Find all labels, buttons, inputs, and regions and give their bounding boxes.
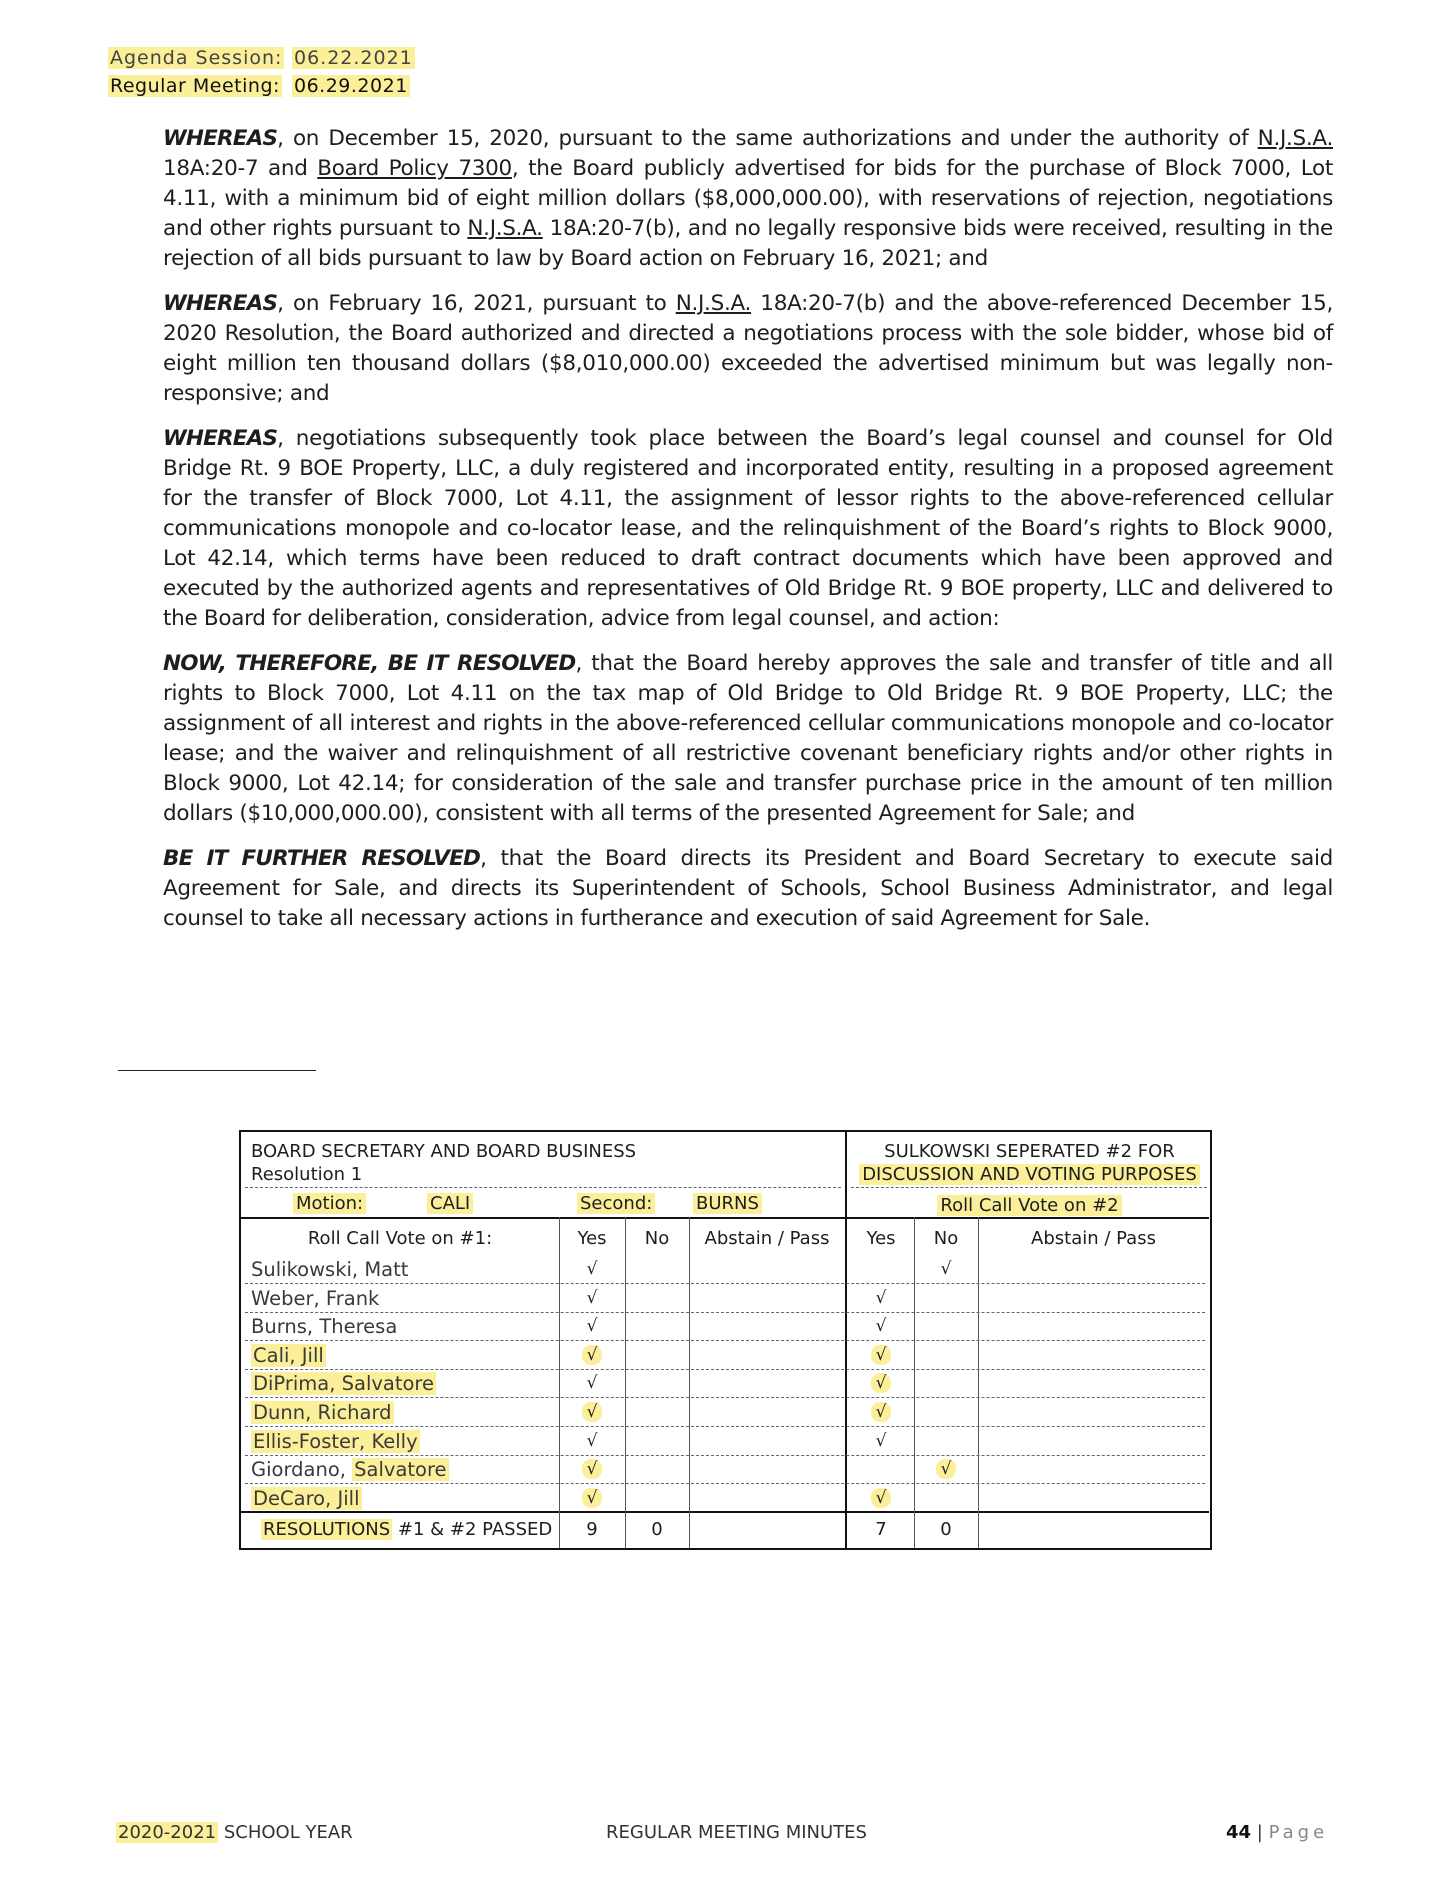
agenda-session-row: [108, 44, 415, 72]
roll-call-vote-table: [239, 1130, 1212, 1550]
row-divider: [245, 1455, 1205, 1456]
header-bottom-rule: [241, 1217, 1209, 1219]
motion-label: Motion:: [293, 1193, 366, 1214]
row-divider: [245, 1397, 1205, 1398]
vote-check-mark: √: [582, 1402, 602, 1422]
member-name-text: DiPrima, Salvatore: [253, 1372, 435, 1396]
vote-check-mark: √: [871, 1402, 891, 1422]
member-name: [251, 1401, 394, 1424]
table-right-title: SULKOWSKI SEPERATED #2 FOR: [884, 1141, 1175, 1162]
regular-meeting-label: Regular Meeting:: [110, 75, 280, 97]
member-name: [251, 1258, 408, 1281]
member-name-text: Weber, Frank: [251, 1286, 380, 1310]
result-no-2: 0: [940, 1519, 952, 1540]
row-divider: [245, 1483, 1205, 1484]
footnote-rule: [118, 1070, 316, 1071]
member-name: [251, 1287, 379, 1310]
header-divider: [245, 1187, 841, 1188]
vote-check-mark: √: [936, 1459, 956, 1479]
vote-check-mark: √: [871, 1488, 891, 1508]
member-name: [251, 1372, 436, 1395]
member-name-text: Burns, Theresa: [251, 1315, 398, 1339]
vote-check-mark: √: [586, 1259, 598, 1279]
result-no-1: 0: [651, 1519, 663, 1540]
member-name: [251, 1315, 397, 1338]
agenda-session-date: 06.22.2021: [294, 47, 413, 69]
row-divider: [245, 1369, 1205, 1370]
vote-check-mark: √: [940, 1259, 952, 1279]
vote-check-mark: √: [582, 1459, 602, 1479]
col-yes: Yes: [577, 1228, 607, 1249]
footer-school-year: 2020-2021 SCHOOL YEAR: [118, 1822, 353, 1843]
header-divider: [851, 1187, 1207, 1188]
vote-check-mark: √: [875, 1430, 887, 1451]
right-roll-call-wrap: [848, 1195, 1211, 1216]
vote-check-mark: √: [586, 1316, 598, 1337]
result-yes-1: 9: [586, 1519, 598, 1540]
regular-meeting-date: 06.29.2021: [294, 75, 408, 97]
vote-check-mark: √: [586, 1287, 598, 1308]
member-name-text: Ellis-Foster, Kelly: [253, 1429, 418, 1453]
vote-check-mark: √: [586, 1430, 598, 1451]
table-left-title: BOARD SECRETARY AND BOARD BUSINESS: [251, 1141, 637, 1162]
col-no-2: No: [933, 1228, 959, 1249]
member-name: [251, 1458, 449, 1481]
footer-title: REGULAR MEETING MINUTES: [606, 1822, 867, 1843]
col-line: [689, 1217, 690, 1548]
table-left-subtitle: Resolution 1: [251, 1164, 363, 1185]
result-label: RESOLUTIONS #1 & #2 PASSED: [263, 1519, 553, 1540]
resolved-paragraph: NOW, THEREFORE, BE IT RESOLVED, that the Board hereby approves the sale and transfer of title and all rights to Block 7000, Lot 4.11 on the tax map of Old Bridge to Old Bridge Rt. 9 BOE Property, LLC; the assignment of all interest and rights in the above-referenced cellular communications monopole and co-locator lease; and the waiver and relinquishment of all restrictive covenant beneficiary rights and/or other rights in Block 9000, Lot 42.14; for consideration of the sale and transfer purchase price in the amount of ten million dollars ($10,000,000.00), consistent with all terms of the presented Agreement for Sale; and: [163, 651, 1333, 826]
member-name-text: Sulikowski, Matt: [251, 1258, 409, 1281]
member-name-text: Salvatore: [354, 1458, 447, 1482]
table-right-subtitle: DISCUSSION AND VOTING PURPOSES: [859, 1164, 1200, 1185]
result-yes-2: 7: [875, 1519, 887, 1540]
second-label: Second:: [577, 1193, 655, 1214]
col-line: [914, 1217, 915, 1548]
member-name-text: Cali, Jill: [253, 1343, 324, 1367]
col-yes-2: Yes: [866, 1228, 896, 1249]
whereas-paragraph-2: WHEREAS, on February 16, 2021, pursuant to N.J.S.A. 18A:20-7(b) and the above-referenced December 15, 2020 Resolution, the Board authorized and directed a negotiations process with the sole bidder, whose bid of eight million ten thousand dollars ($8,010,000.00) exceeded the advertised minimum but was legally non-responsive; and: [163, 291, 1333, 406]
row-divider: [245, 1312, 1205, 1313]
member-name: [251, 1430, 420, 1453]
col-line: [625, 1217, 626, 1548]
agenda-session-label: Agenda Session:: [110, 47, 283, 69]
whereas-paragraph-3: WHEREAS, negotiations subsequently took place between the Board’s legal counsel and counsel for Old Bridge Rt. 9 BOE Property, LLC, a duly registered and incorporated entity, resulting in a proposed agreement for the transfer of Block 7000, Lot 4.11, the assignment of lessor rights to the above-referenced cellular communications monopole and co-locator lease, and the relinquishment of the Board’s rights to Block 9000, Lot 42.14, which terms have been reduced to draft contract documents which have been approved and executed by the authorized agents and representatives of Old Bridge Rt. 9 BOE property, LLC and delivered to the Board for deliberation, consideration, advice from legal counsel, and action:: [163, 426, 1333, 631]
member-name-text: Giordano,: [251, 1458, 353, 1482]
further-resolved-paragraph: BE IT FURTHER RESOLVED, that the Board directs its President and Board Secretary to execute said Agreement for Sale, and directs its Superintendent of Schools, School Business Administrator, and legal counsel to take all necessary actions in furtherance and execution of said Agreement for Sale.: [163, 846, 1333, 931]
motion-value: CALI: [427, 1193, 473, 1214]
second-value: BURNS: [693, 1193, 762, 1214]
member-name-text: DeCaro, Jill: [253, 1486, 360, 1510]
row-divider: [245, 1340, 1205, 1341]
vote-check-mark: √: [582, 1345, 602, 1365]
footer-page-number: 44 | Page: [1226, 1822, 1329, 1843]
member-name: [251, 1344, 326, 1367]
col-abstain-2: Abstain / Pass: [1031, 1228, 1156, 1249]
vote-check-mark: √: [875, 1316, 887, 1337]
page-header: [108, 44, 415, 100]
col-roll-call: Roll Call Vote on #1:: [307, 1228, 493, 1249]
table-right-subtitle-wrap: [848, 1164, 1211, 1185]
result-top-rule: [241, 1511, 1209, 1513]
vote-check-mark: √: [582, 1488, 602, 1508]
vote-check-mark: √: [871, 1345, 891, 1365]
whereas-paragraph-1: WHEREAS, on December 15, 2020, pursuant to the same authorizations and under the authority of N.J.S.A. 18A:20-7 and Board Policy 7300, the Board publicly advertised for bids for the purchase of Block 7000, Lot 4.11, with a minimum bid of eight million dollars ($8,000,000.00), with reservations of rejection, negotiations and other rights pursuant to N.J.S.A. 18A:20-7(b), and no legally responsive bids were received, resulting in the rejection of all bids pursuant to law by Board action on February 16, 2021; and: [163, 126, 1333, 271]
col-abstain: Abstain / Pass: [704, 1228, 830, 1249]
member-name: [251, 1487, 362, 1510]
row-divider: [245, 1283, 1205, 1284]
col-line: [978, 1217, 979, 1548]
vote-check-mark: √: [586, 1373, 598, 1394]
col-line: [559, 1217, 560, 1548]
vote-check-mark: √: [871, 1373, 891, 1393]
member-name-text: Dunn, Richard: [253, 1401, 392, 1424]
vote-check-mark: √: [875, 1287, 887, 1308]
regular-meeting-row: [108, 72, 415, 100]
row-divider: [245, 1426, 1205, 1427]
resolution-body: [163, 124, 1333, 949]
col-no: No: [644, 1228, 670, 1249]
right-roll-call-label: Roll Call Vote on #2: [937, 1195, 1121, 1216]
